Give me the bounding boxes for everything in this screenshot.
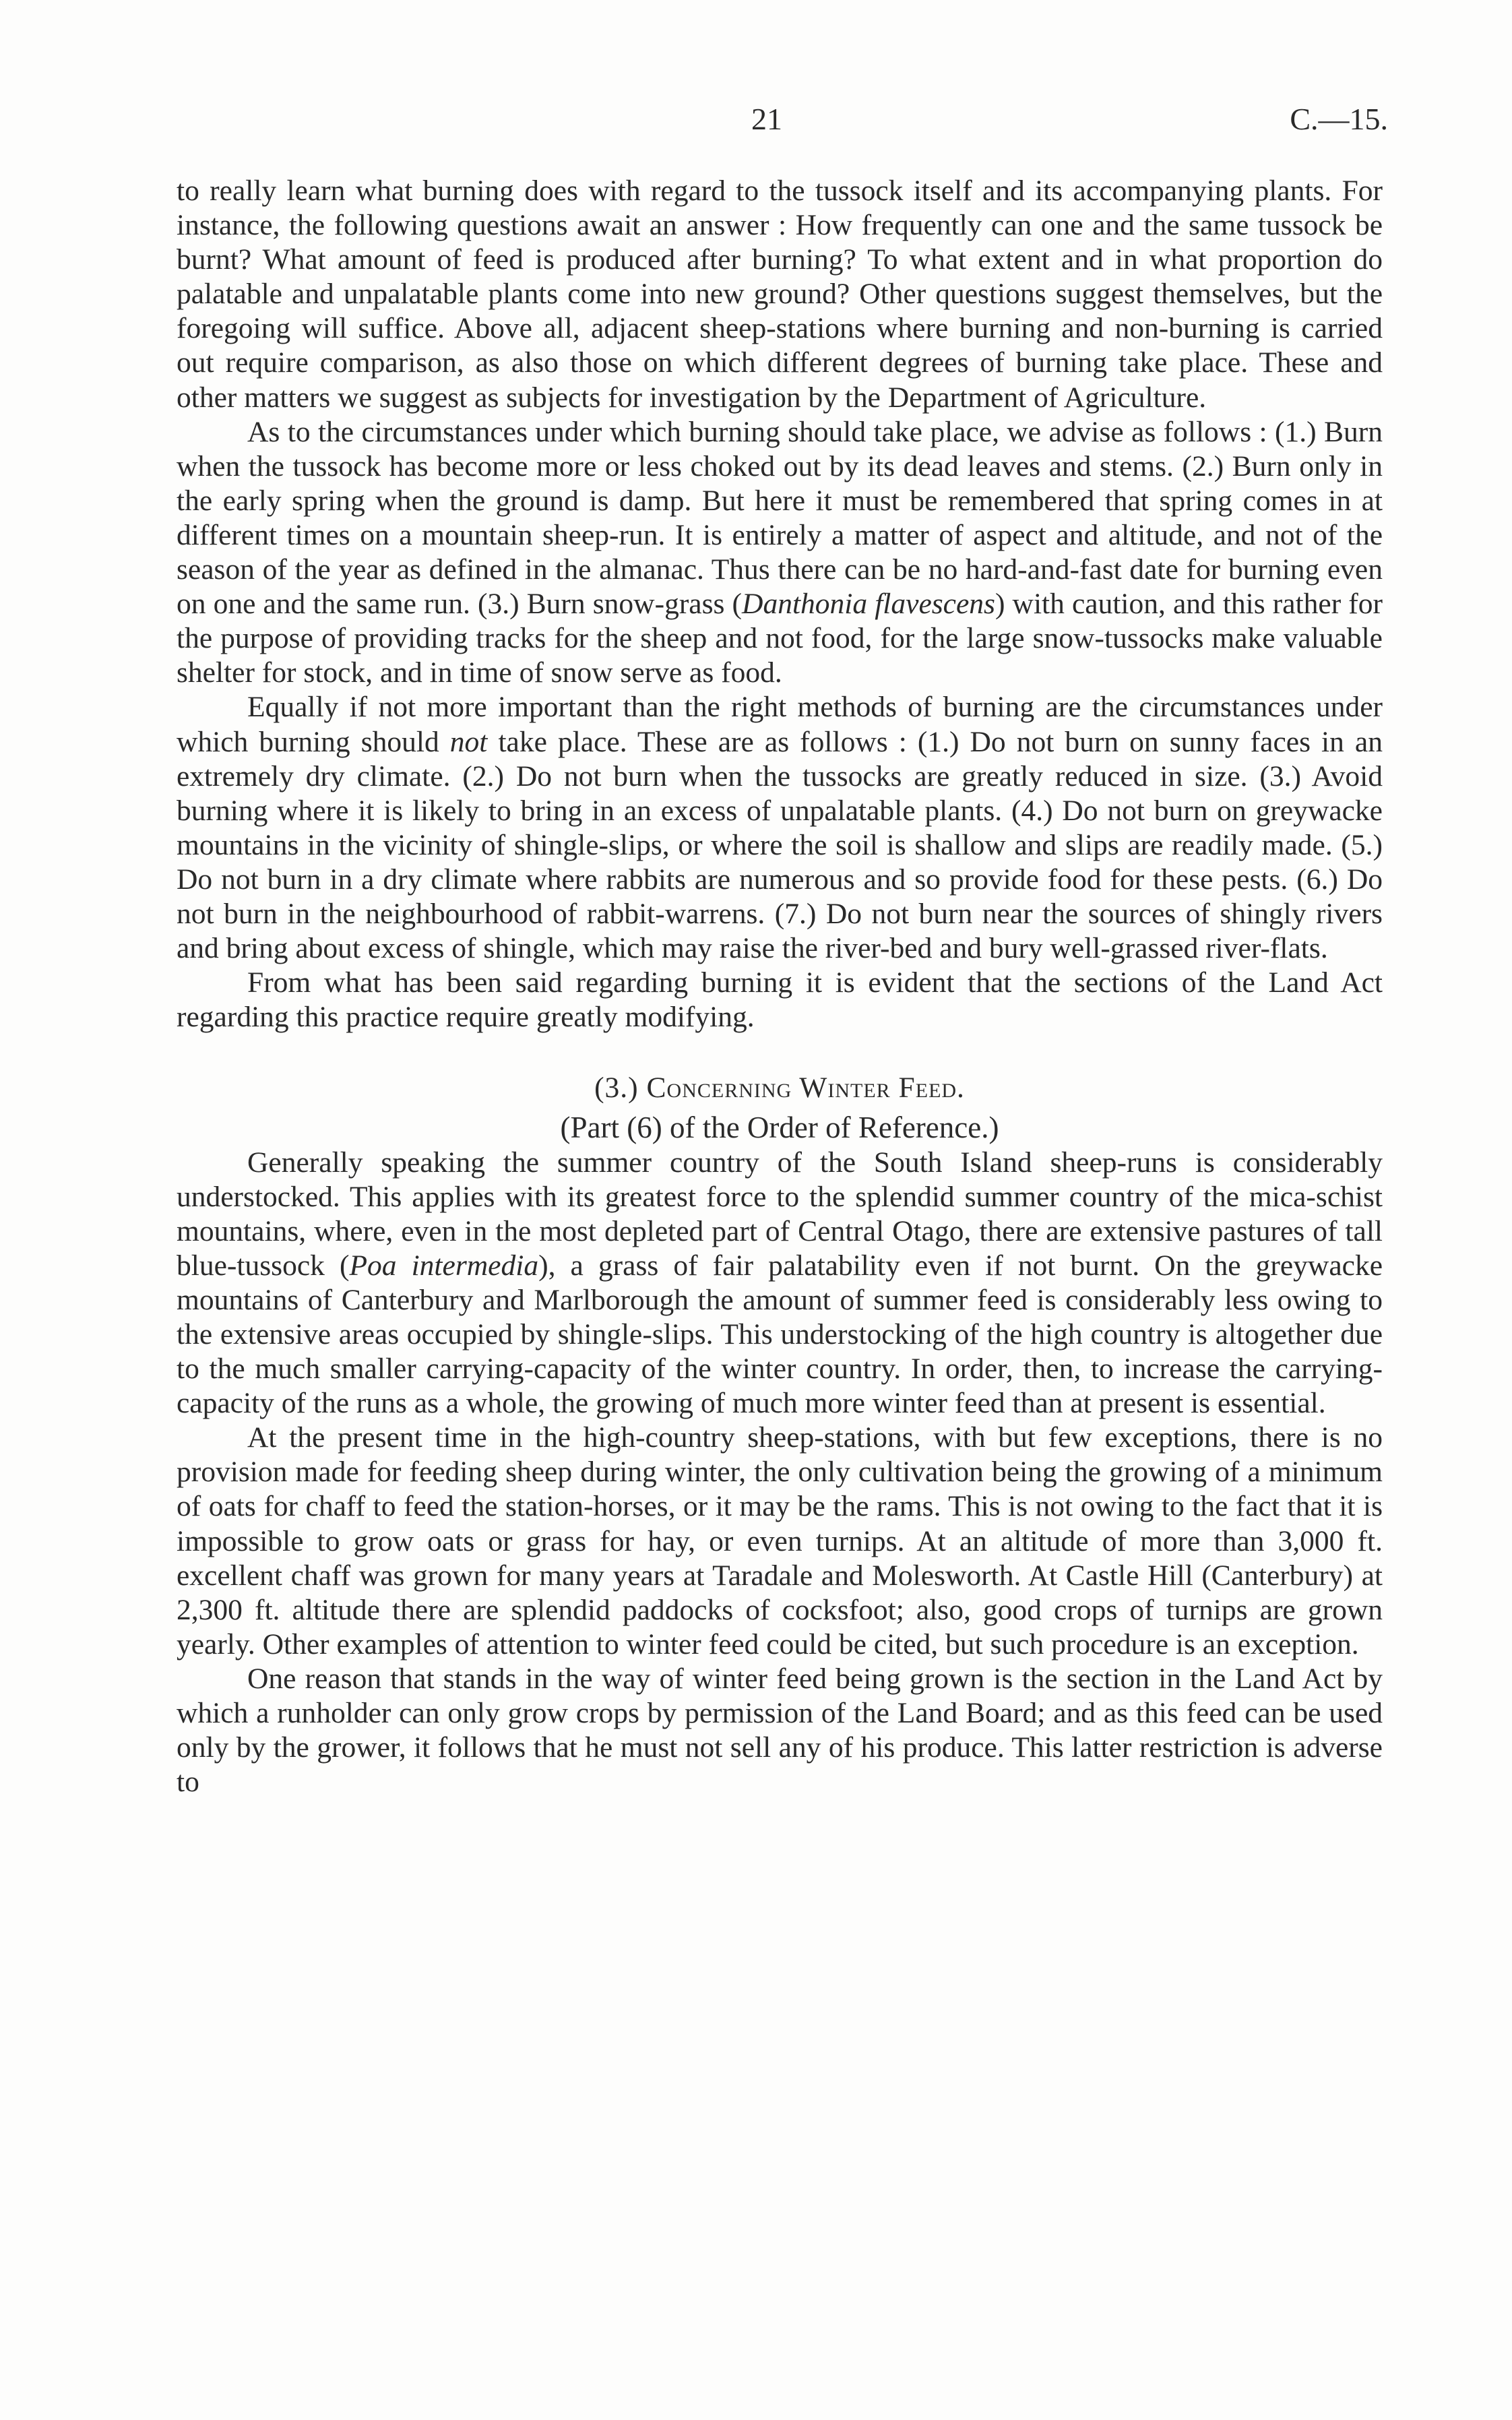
paragraph-one-reason <box>177 1662 1383 1799</box>
paragraph-text: ), a grass of fair palatability even if not burnt. On the greywacke mountains of Canterbury and Marlborough the amount of summer feed is considerably less owing to the extensive areas occupied by shingle-slips. This understocking of the high country is altogether due to the much smaller carrying-capacity of the winter country. In order, then, to increase the carrying-capacity of the runs as a whole, the growing of much more winter feed than at present is essential. <box>177 1249 1383 1420</box>
paragraph-burning-circumstances <box>177 415 1383 691</box>
paragraph-text: From what has been said regarding burning it is evident that the sections of the Land Act regarding this practice require greatly modifying. <box>177 966 1383 1034</box>
paragraph-present-time <box>177 1421 1383 1662</box>
paragraph-text: Equally if not more important than the right methods of burning are the circumstances under which burning should <box>177 691 1383 758</box>
paragraph-land-act <box>177 966 1383 1034</box>
paragraph-text: Generally speaking the summer country of the South Island sheep-runs is considerably understocked. This applies with its greatest force to the splendid summer country of the mica-schist mountains, where, even in the most depleted part of Central Otago, there are extensive pastures of tall blue-tussock ( <box>177 1146 1383 1282</box>
paragraph-text: At the present time in the high-country sheep-stations, with but few exceptions, there is no provision made for feeding sheep during winter, the only cultivation being the growing of a minimum of oats for chaff to feed the station-horses, or it may be the rams. This is not owing to the fact that it is impossible to grow oats or grass for hay, or even turnips. At an altitude of more than 3,000 ft. excellent chaff was grown for many years at Taradale and Molesworth. At Castle Hill (Canterbury) at 2,300 ft. altitude there are splendid paddocks of cocksfoot; also, good crops of turnips are grown yearly. Other examples of attention to winter feed could be cited, but such procedure is an exception. <box>177 1421 1383 1661</box>
paragraph-not-burning <box>177 690 1383 966</box>
document-code: C.—15. <box>1290 102 1388 136</box>
section-subheading: (Part (6) of the Order of Reference.) <box>560 1111 999 1145</box>
species-name: Poa intermedia <box>349 1249 539 1282</box>
emphasis-text: not <box>449 725 488 758</box>
species-name: Danthonia flavescens <box>742 588 995 621</box>
paragraph-text: One reason that stands in the way of winter feed being grown is the section in the Land Act by which a runholder can only grow crops by permission of the Land Board; and as this feed can be used only by the grower, it follows that he must not sell any of his produce. This latter restriction is adverse to <box>177 1662 1383 1799</box>
page-header <box>0 101 1512 148</box>
paragraph-text: As to the circumstances under which burning should take place, we advise as follows : (1.) Burn when the tussock has become more or less choked out by its dead leaves and stems. (2.) Burn only in the early spring when the ground is damp. But here it must be remembered that spring comes in at different times on a mountain sheep-run. It is entirely a matter of aspect and altitude, and not of the season of the year as defined in the almanac. Thus there can be no hard-and-fast date for burning even on one and the same run. (3.) Burn snow-grass ( <box>177 415 1383 621</box>
paragraph-continuation <box>177 174 1383 415</box>
section-heading: (3.) Concerning Winter Feed. <box>594 1072 965 1105</box>
paragraph-text: to really learn what burning does with regard to the tussock itself and its accompanying plants. For instance, the following questions await an answer : How frequently can one and the same tussock be burnt? What amount of feed is produced after burning? To what extent and in what proportion do palatable and unpalatable plants come into new ground? Other questions suggest themselves, but the foregoing will suffice. Above all, adjacent sheep-stations where burning and non-burning is carried out require comparison, as also those on which different degrees of burning take place. These and other matters we suggest as subjects for investigation by the Department of Agriculture. <box>177 175 1383 414</box>
body-text <box>177 174 1383 1799</box>
paragraph-summer-country <box>177 1146 1383 1421</box>
paragraph-text: ) with caution, and this rather for the purpose of providing tracks for the sheep and not food, for the large snow-tussocks make valuable shelter for stock, and in time of snow serve as food. <box>177 588 1383 689</box>
page-number: 21 <box>751 102 782 136</box>
paragraph-text: take place. These are as follows : (1.) Do not burn on sunny faces in an extremely dry climate. (2.) Do not burn when the tussocks are greatly reduced in size. (3.) Avoid burning where it is likely to bring in an excess of unpalatable plants. (4.) Do not burn on greywacke mountains in the vicinity of shingle-slips, or where the soil is shallow and slips are readily made. (5.) Do not burn in a dry climate where rabbits are numerous and so provide food for these pests. (6.) Do not burn in the neighbourhood of rabbit-warrens. (7.) Do not burn near the sources of shingly rivers and bring about excess of shingle, which may raise the river-bed and bury well-grassed river-flats. <box>177 725 1383 965</box>
